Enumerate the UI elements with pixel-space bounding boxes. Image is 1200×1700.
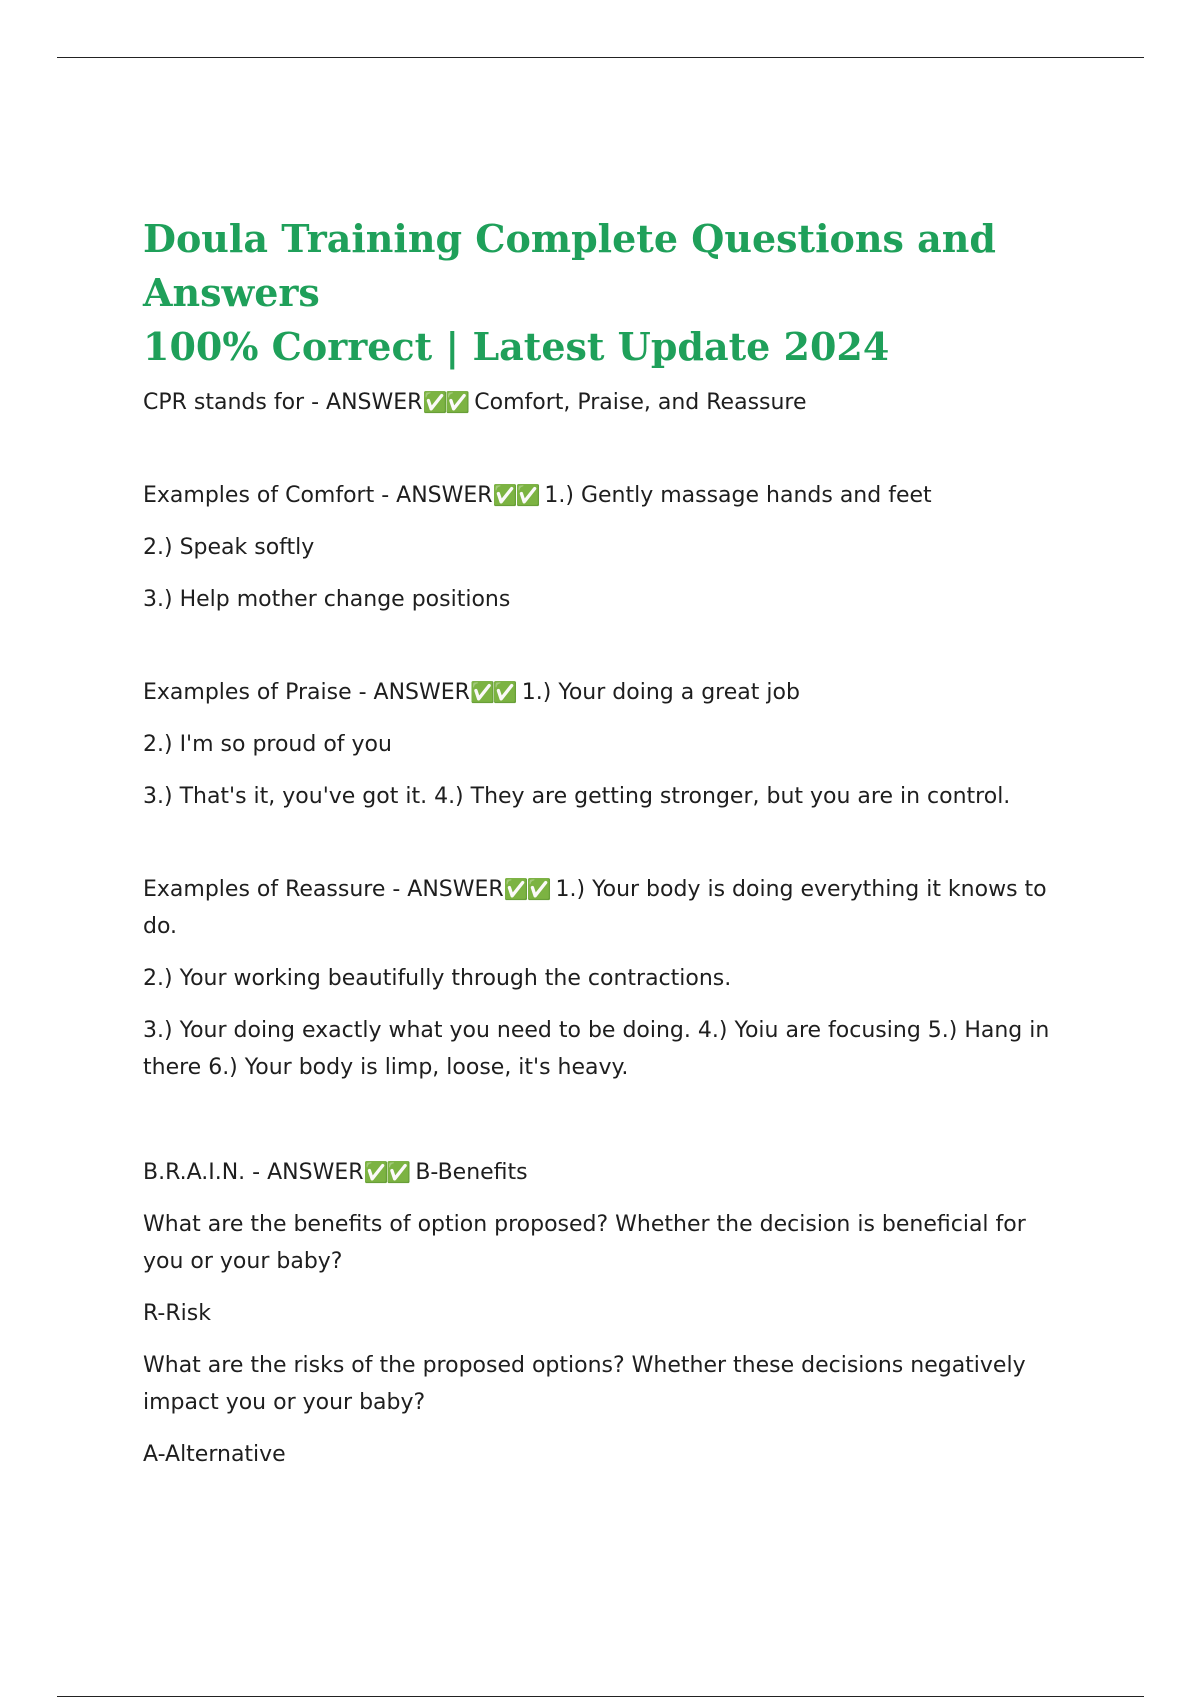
question-text: B.R.A.I.N. - ANSWER [143,1160,364,1185]
answer-line: A-Alternative [143,1442,286,1467]
question-text: CPR stands for - ANSWER [143,390,423,415]
qa-question-line [143,1154,1063,1191]
answer-text: 1.) Your doing a great job [521,680,800,705]
answer-line: 3.) That's it, you've got it. 4.) They are getting stronger, but you are in control. [143,784,1011,809]
document-body [143,212,1063,1473]
title-line-2: 100% Correct | Latest Update 2024 [143,324,890,369]
double-check-icon: ✅✅ [469,680,516,704]
title-line-1: Doula Training Complete Questions and Answers [143,216,996,315]
answer-line: What are the benefits of option proposed? Whether the decision is beneficial for you or your baby? [143,1212,1026,1274]
qa-comfort [143,477,1063,618]
question-text: Examples of Reassure - ANSWER [143,877,504,902]
qa-cpr [143,384,1063,421]
double-check-icon: ✅✅ [503,877,550,901]
qa-praise [143,674,1063,815]
answer-line: 2.) Your working beautifully through the contractions. [143,966,732,991]
answer-text: 1.) Your body is doing everything it knows to do. [143,877,1047,939]
qa-question-line [143,477,1063,514]
question-text: Examples of Praise - ANSWER [143,680,470,705]
answer-line: 2.) Speak softly [143,535,315,560]
answer-line: 3.) Help mother change positions [143,587,511,612]
qa-question-line [143,871,1063,945]
double-check-icon: ✅✅ [492,483,539,507]
question-text: Examples of Comfort - ANSWER [143,483,493,508]
answer-line: 3.) Your doing exactly what you need to be doing. 4.) Yoiu are focusing 5.) Hang in there 6.) Your body is limp, loose, it's heavy. [143,1018,1050,1080]
footer-rule [57,1696,1144,1697]
answer-text: Comfort, Praise, and Reassure [474,390,807,415]
header-rule [57,57,1144,58]
double-check-icon: ✅✅ [422,390,469,414]
document-title [143,212,1063,374]
qa-question-line [143,384,1063,421]
qa-question-line [143,674,1063,711]
qa-brain [143,1154,1063,1473]
answer-text: B-Benefits [415,1160,528,1185]
double-check-icon: ✅✅ [363,1160,410,1184]
answer-text: 1.) Gently massage hands and feet [544,483,932,508]
answer-line: 2.) I'm so proud of you [143,732,392,757]
answer-line: What are the risks of the proposed options? Whether these decisions negatively impact you or your baby? [143,1353,1026,1415]
answer-line: R-Risk [143,1301,211,1326]
qa-reassure [143,871,1063,1086]
